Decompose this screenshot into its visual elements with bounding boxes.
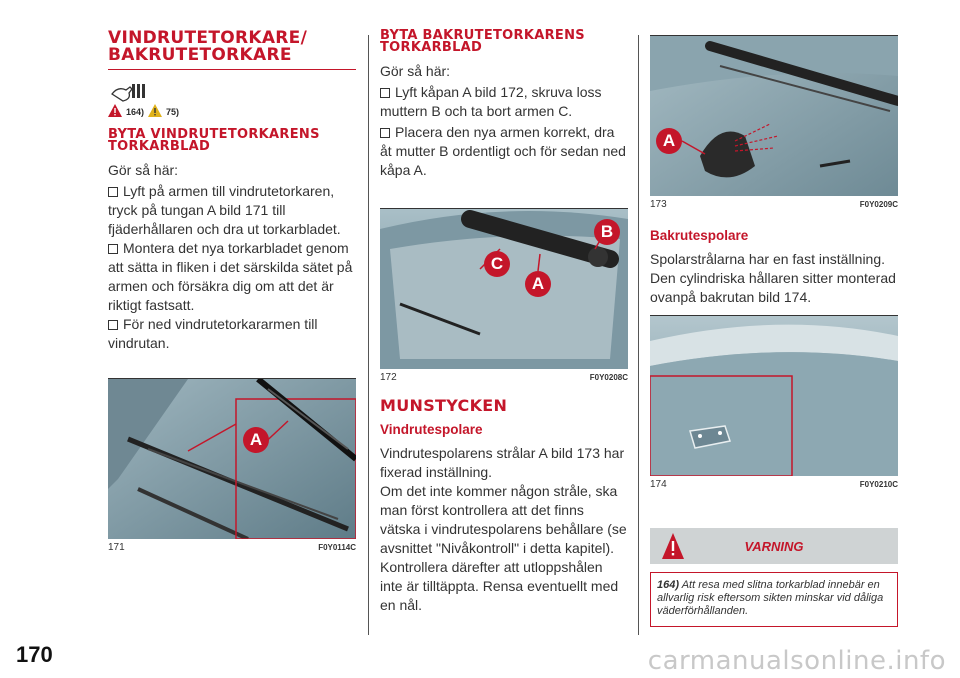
- callout-b: B: [594, 219, 620, 245]
- figure-171-image: [108, 379, 356, 539]
- figure-173-image: [650, 36, 898, 196]
- page-number: 170: [16, 642, 53, 667]
- caution-ref: 75): [166, 107, 180, 117]
- warning-box: [650, 528, 898, 627]
- paragraph: Om det inte kommer någon stråle, ska man först kontrollera att det finns vätska i vindrutespolarens behållare (se avsnittet "Nivåkontroll" i detta kapitel). Kontrollera därefter att utloppshålen inte är tilltäppta. Rensa eventuellt med en nål.: [380, 483, 627, 613]
- figure-code: F0Y0210C: [859, 480, 898, 489]
- callout-c: C: [484, 251, 510, 277]
- figure-number: 173: [650, 199, 667, 210]
- watermark: carmanualsonline.info: [647, 646, 946, 676]
- figure-code: F0Y0209C: [859, 200, 898, 209]
- checkbox-bullet-icon: [108, 244, 118, 254]
- callout-a: A: [243, 427, 269, 453]
- figure-caption: [108, 539, 356, 553]
- figure-caption: [650, 196, 898, 210]
- intro-text: Gör så här:: [380, 63, 451, 79]
- warning-header: [650, 528, 898, 564]
- figure-number: 171: [108, 542, 125, 553]
- figure-172: [380, 208, 628, 383]
- bullet-item: Montera det nya torkarbladet genom att sätta in fliken i det särskilda sätet på armen och försäkra dig om att det är riktigt fastsatt.: [108, 240, 353, 313]
- checkbox-bullet-icon: [108, 187, 118, 197]
- figure-code: F0Y0114C: [318, 543, 356, 552]
- paragraph: Spolarstrålarna har en fast inställning. Den cylindriska hållaren sitter monterad ovanpå bakrutan bild 174.: [650, 251, 896, 305]
- rear-washer-section: [650, 228, 898, 307]
- callout-a: A: [656, 128, 682, 154]
- warning-text: Att resa med slitna torkarblad innebär en allvarlig risk eftersom sikten minskar vid dåliga väderförhållanden.: [657, 579, 884, 617]
- figure-caption: [380, 369, 628, 383]
- subheading: BYTA VINDRUTETORKARENS TORKARBLAD: [108, 127, 320, 154]
- intro-text: Gör så här:: [108, 162, 179, 178]
- warning-label: VARNING: [744, 538, 804, 554]
- warning-ref: 164): [657, 579, 680, 591]
- column-2: [380, 30, 628, 180]
- checkbox-bullet-icon: [108, 320, 118, 330]
- paragraph: Vindrutespolarens strålar A bild 173 har fixerad inställning.: [380, 445, 625, 480]
- figure-171: [108, 378, 356, 553]
- bullet-item: Lyft kåpan A bild 172, skruva loss muttern B och ta bort armen C.: [380, 84, 602, 119]
- figure-code: F0Y0208C: [589, 373, 628, 382]
- caution-triangle-icon: [148, 104, 162, 117]
- column-1: [108, 30, 356, 353]
- subheading-rear-washer: Bakrutespolare: [650, 228, 749, 243]
- figure-173: [650, 35, 898, 210]
- subheading: BYTA BAKRUTETORKARENS TORKARBLAD: [380, 28, 585, 55]
- figure-174: [650, 315, 898, 490]
- column-divider: [368, 35, 369, 635]
- bullet-item: Lyft på armen till vindrutetorkaren, tryck på tungan A bild 171 till fjäderhållaren och dra ut torkarbladet.: [108, 183, 341, 237]
- maintenance-icon: [108, 80, 356, 102]
- figure-174-image: [650, 316, 898, 476]
- warning-triangle-icon: [108, 104, 122, 117]
- callout-a: A: [525, 271, 551, 297]
- column-divider: [638, 35, 639, 635]
- section-heading: MUNSTYCKEN: [380, 396, 508, 415]
- main-heading: VINDRUTETORKARE/ BAKRUTETORKARE: [108, 30, 356, 70]
- bullet-item: För ned vindrutetorkararmen till vindrutan.: [108, 316, 318, 351]
- warning-body: [650, 572, 898, 627]
- bullet-item: Placera den nya armen korrekt, dra åt mutter B ordentligt och för sedan ned kåpa A.: [380, 124, 626, 178]
- warning-triangle-icon: [662, 533, 684, 559]
- warning-ref: 164): [126, 107, 145, 117]
- figure-caption: [650, 476, 898, 490]
- subheading-windscreen-washer: Vindrutespolare: [380, 422, 483, 437]
- warning-refs: [108, 104, 356, 117]
- figure-number: 174: [650, 479, 667, 490]
- nozzles-section: [380, 398, 628, 615]
- figure-number: 172: [380, 372, 397, 383]
- checkbox-bullet-icon: [380, 88, 390, 98]
- figure-172-image: [380, 209, 628, 369]
- checkbox-bullet-icon: [380, 128, 390, 138]
